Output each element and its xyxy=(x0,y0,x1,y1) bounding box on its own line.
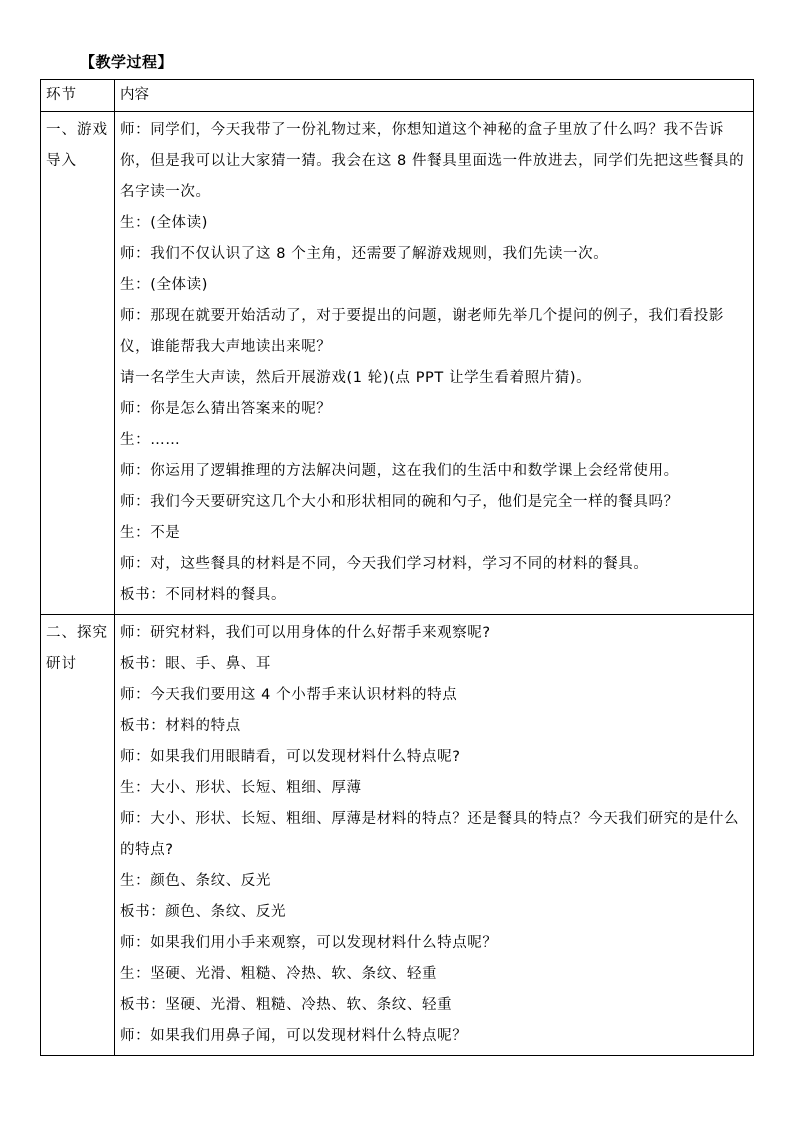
content-line: 生：大小、形状、长短、粗细、厚薄 xyxy=(120,780,362,796)
content-line: 板书：颜色、条纹、反光 xyxy=(120,904,287,920)
table-row-explore-discuss xyxy=(41,615,754,1056)
content-line: 板书：材料的特点 xyxy=(120,718,241,734)
content-line: 生：(全体读) xyxy=(120,277,209,293)
content-line: 生：不是 xyxy=(120,525,181,541)
content-line: 板书：坚硬、光滑、粗糙、冷热、软、条纹、轻重 xyxy=(120,997,453,1013)
table-row-game-intro xyxy=(41,112,754,615)
content-line: 生：(全体读) xyxy=(120,215,209,231)
content-line: 师：对，这些餐具的材料是不同，今天我们学习材料，学习不同的材料的餐具。 xyxy=(120,556,649,572)
content-line: 请一名学生大声读，然后开展游戏(1 轮)(点 PPT 让学生看着照片猜)。 xyxy=(120,370,592,386)
content-line: 师：今天我们要用这 4 个小帮手来认识材料的特点 xyxy=(120,687,458,703)
header-content: 内容 xyxy=(115,80,754,112)
content-line: 师：大小、形状、长短、粗细、厚薄是材料的特点？还是餐具的特点？今天我们研究的是什么的特点? xyxy=(120,811,740,858)
content-line: 师：如果我们用小手来观察，可以发现材料什么特点呢？ xyxy=(120,935,498,951)
stage-cell: 一、游戏导入 xyxy=(41,112,115,615)
content-line: 师：如果我们用鼻子闻，可以发现材料什么特点呢？ xyxy=(120,1028,468,1044)
content-line: 师：那现在就要开始活动了，对于要提出的问题，谢老师先举几个提问的例子，我们看投影仪，谁能帮我大声地读出来呢？ xyxy=(120,308,724,355)
content-line: 师：研究材料，我们可以用身体的什么好帮手来观察呢? xyxy=(120,625,491,641)
content-cell xyxy=(115,615,754,1056)
content-line: 板书：不同材料的餐具。 xyxy=(120,587,287,603)
content-cell xyxy=(115,112,754,615)
content-line: 生：…… xyxy=(120,432,181,448)
table-header-row xyxy=(41,80,754,112)
content-line: 师：如果我们用眼睛看，可以发现材料什么特点呢? xyxy=(120,749,461,765)
stage-cell: 二、探究研讨 xyxy=(41,615,115,1056)
content-line: 生：坚硬、光滑、粗糙、冷热、软、条纹、轻重 xyxy=(120,966,438,982)
section-title: 【教学过程】 xyxy=(80,53,174,71)
lesson-table xyxy=(40,79,754,1056)
content-line: 师：我们今天要研究这几个大小和形状相同的碗和勺子，他们是完全一样的餐具吗？ xyxy=(120,494,679,510)
content-line: 师：我们不仅认识了这 8 个主角，还需要了解游戏规则，我们先读一次。 xyxy=(120,246,609,262)
content-line: 师：你是怎么猜出答案来的呢？ xyxy=(120,401,332,417)
content-line: 板书：眼、手、鼻、耳 xyxy=(120,656,271,672)
content-line: 师：你运用了逻辑推理的方法解决问题，这在我们的生活中和数学课上会经常使用。 xyxy=(120,463,679,479)
content-line: 生：颜色、条纹、反光 xyxy=(120,873,271,889)
content-line: 师：同学们，今天我带了一份礼物过来，你想知道这个神秘的盒子里放了什么吗？我不告诉你，但是我可以让大家猜一猜。我会在这 8 件餐具里面选一件放进去，同学们先把这些餐具的名字读一次。 xyxy=(120,122,745,200)
header-stage: 环节 xyxy=(41,80,115,112)
